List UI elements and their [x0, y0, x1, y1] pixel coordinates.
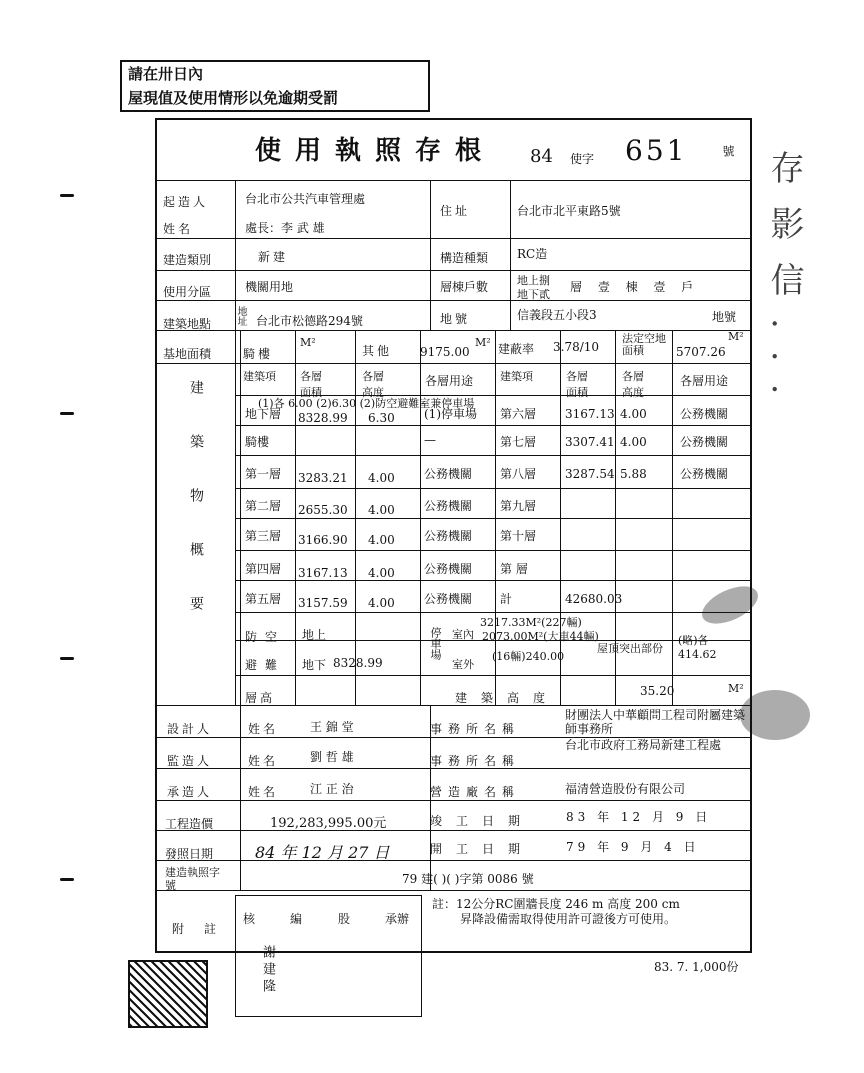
- other-unit: M²: [475, 336, 491, 349]
- zone-label: 使用分區: [163, 285, 212, 299]
- arcade-label: 騎樓: [243, 347, 274, 361]
- permit-suffix: 號: [721, 145, 735, 157]
- grid-line: [295, 330, 296, 705]
- shelter-below-area: 8328.99: [333, 656, 383, 670]
- floor-use: (1)停車場: [424, 407, 477, 421]
- name-label: 姓名: [163, 222, 194, 236]
- floor-height: 6.30: [368, 411, 395, 425]
- approval-col-3: 股: [338, 912, 351, 926]
- address-label: 住址: [440, 204, 471, 218]
- document-title: 使用執照存根: [255, 136, 496, 166]
- shelter-below: 地下: [302, 658, 327, 672]
- col-use-left: 各層用途: [425, 374, 474, 388]
- grid-line: [420, 330, 421, 705]
- floor-area: 42680.03: [565, 592, 623, 606]
- legal-space-value: 5707.26: [676, 345, 726, 359]
- floor-label: 第二層: [245, 499, 282, 513]
- arcade-unit: M²: [300, 336, 316, 349]
- floor-use: 公務機關: [424, 499, 473, 513]
- notice-line-2: 屋現值及使用情形以免逾期受罰: [128, 89, 339, 107]
- permit-no-label: 建造執照字號: [165, 866, 220, 892]
- supervisor-name: 劉 哲 雄: [310, 750, 354, 764]
- floor-label: 第九層: [500, 499, 537, 513]
- col-area-right: 各層面積: [566, 370, 588, 399]
- location-value: 台北市松德路294號: [256, 314, 363, 328]
- floor-label: 計: [500, 592, 513, 606]
- bldg-height-value: 35.20: [640, 684, 675, 698]
- col-height-left: 各層高度: [362, 370, 384, 399]
- floors-above: 地上捌: [517, 274, 550, 287]
- floor-label: 第四層: [245, 562, 282, 576]
- lot-label: 地號: [440, 312, 471, 326]
- floor-use: 公務機關: [424, 529, 473, 543]
- grid-line: [157, 270, 750, 271]
- floor-area: 3307.41: [565, 435, 615, 449]
- floor-height: 4.00: [620, 435, 647, 449]
- completed-value: 83 年 12 月 9 日: [566, 810, 712, 824]
- contractor-firm: 福清營造股份有限公司: [565, 782, 686, 796]
- floor-label: 第一層: [245, 467, 282, 481]
- legal-space-label: 法定空地面積: [622, 332, 666, 357]
- zone-value: 機關用地: [245, 280, 294, 294]
- ink-smudge: [740, 690, 810, 740]
- grid-line: [157, 890, 750, 891]
- floor-use: 公務機關: [680, 435, 729, 449]
- print-info: 83. 7. 1,000份: [654, 960, 739, 974]
- notes-label: 附註: [172, 922, 237, 936]
- supervisor-office: 台北市政府工務局新建工程處: [565, 738, 722, 752]
- grid-line: [672, 330, 673, 705]
- floor-label: 第 層: [500, 562, 528, 576]
- cost-label: 工程造價: [165, 817, 214, 831]
- legal-space-unit: M²: [728, 330, 744, 343]
- approval-col-1: 核: [243, 912, 256, 926]
- grid-line: [157, 830, 750, 831]
- designer-name-label: 姓名: [248, 722, 279, 736]
- structure-label: 構造種類: [440, 251, 489, 265]
- bldg-height-label: 建築高度: [455, 691, 560, 705]
- other-area: 9175.00: [420, 345, 470, 359]
- floor-use: —: [424, 433, 436, 447]
- structure-value: RC造: [517, 247, 548, 261]
- floor-height: 4.00: [368, 566, 395, 580]
- grid-line: [510, 180, 511, 330]
- grid-line: [157, 330, 750, 331]
- designer-office: 財團法人中華顧問工程司附屬建築師事務所: [565, 708, 746, 736]
- col-use-right: 各層用途: [680, 374, 729, 388]
- applicant-person: 處長：李 武 雄: [245, 221, 325, 235]
- floor-height: 4.00: [368, 503, 395, 517]
- floor-area: 2655.30: [298, 503, 348, 517]
- completed-label: 竣工日期: [430, 814, 535, 828]
- parking-indoor-2: 2073.00M²(大車44輛): [482, 630, 599, 643]
- punch-mark: [60, 657, 74, 660]
- floor-use: 公務機關: [680, 467, 729, 481]
- parking-outdoor-label: 室外: [452, 658, 474, 671]
- parking-indoor-label: 室內: [452, 628, 474, 641]
- grid-line: [235, 180, 236, 705]
- floor-height: 4.00: [368, 471, 395, 485]
- contractor-label: 承造人: [167, 785, 213, 799]
- lot-suffix: 地號: [712, 310, 737, 324]
- floor-note: (1)各 6.00 (2)6.30 (2)防空避難室兼停車場: [258, 397, 475, 410]
- shelter-above: 地上: [302, 628, 327, 642]
- grid-line: [157, 363, 750, 364]
- notes-line-1: 註：12公分RC圍牆長度 246 m 高度 200 cm: [432, 897, 680, 911]
- floor-label: 地下層: [245, 407, 282, 421]
- floor-area: 3167.13: [298, 566, 348, 580]
- parking-outdoor: (16輛)240.00: [492, 650, 565, 663]
- supervisor-name-label: 姓名: [248, 754, 279, 768]
- bldg-height-unit: M²: [728, 682, 744, 695]
- location-label: 建築地點: [163, 317, 212, 331]
- issue-label: 發照日期: [165, 847, 214, 861]
- floor-area: 3283.21: [298, 471, 348, 485]
- floor-use: 公務機關: [424, 562, 473, 576]
- site-area-label: 基地面積: [163, 347, 212, 361]
- layer-height-label: 層高: [245, 691, 276, 705]
- designer-label: 設計人: [167, 722, 213, 736]
- lot-value: 信義段五小段3: [517, 308, 597, 322]
- other-label: 其他: [362, 344, 393, 358]
- punch-mark: [60, 412, 74, 415]
- floor-height: 4.00: [368, 596, 395, 610]
- col-area-left: 各層面積: [300, 370, 322, 399]
- floor-area: 3157.59: [298, 596, 348, 610]
- floor-height: 4.00: [368, 533, 395, 547]
- col-item-left: 建築項: [243, 370, 276, 383]
- parking-indoor: 3217.33M²(227輛): [480, 616, 582, 629]
- permit-number: 651: [625, 134, 688, 167]
- evac-label: 避難: [245, 658, 286, 672]
- address-value: 台北市北平東路5號: [517, 204, 621, 218]
- seal-stamp: [128, 960, 208, 1028]
- permit-year: 84: [530, 146, 553, 167]
- issue-value: 84 年 12 月 27 日: [255, 843, 390, 862]
- start-value: 79 年 9 月 4 日: [566, 840, 700, 854]
- grid-line: [355, 330, 356, 705]
- floor-area: 3167.13: [565, 407, 615, 421]
- contractor-name-label: 姓名: [248, 785, 279, 799]
- grid-line: [430, 180, 431, 330]
- applicant-label: 起造人: [163, 195, 209, 209]
- roof-value: (略)各 414.62: [678, 634, 717, 661]
- coverage-value: 3.78/10: [553, 340, 600, 354]
- start-label: 開工日期: [430, 842, 535, 856]
- permit-no-value: 79 建( )( )字第 0086 號: [402, 872, 534, 886]
- cost-value: 192,283,995.00元: [270, 816, 387, 831]
- floor-label: 第三層: [245, 529, 282, 543]
- floor-use: 公務機關: [680, 407, 729, 421]
- approval-col-4: 承辦: [385, 912, 410, 926]
- notes-line-2: 昇降設備需取得使用許可證後方可使用。: [460, 912, 677, 926]
- floor-label: 第十層: [500, 529, 537, 543]
- grid-line: [157, 800, 750, 801]
- coverage-label: 建蔽率: [498, 342, 535, 356]
- designer-name: 王 錦 堂: [310, 720, 354, 734]
- floor-use: 公務機關: [424, 592, 473, 606]
- floor-use: 公務機關: [424, 467, 473, 481]
- punch-mark: [60, 878, 74, 881]
- grid-line: [157, 860, 750, 861]
- floor-area: 3287.54: [565, 467, 615, 481]
- grid-line: [240, 330, 241, 890]
- grid-line: [157, 300, 750, 301]
- contractor-firm-label: 營造廠名稱: [430, 785, 521, 799]
- building-summary-label: 建築物概要: [188, 380, 204, 650]
- punch-mark: [60, 194, 74, 197]
- notice-stamp: [120, 60, 430, 112]
- col-item-right: 建築項: [500, 370, 533, 383]
- col-height-right: 各層高度: [622, 370, 644, 399]
- shelter-label: 防空: [245, 630, 286, 644]
- approval-names: 謝 建 隆: [260, 945, 275, 993]
- supervisor-office-label: 事務所名稱: [430, 754, 521, 768]
- grid-line: [157, 180, 750, 181]
- floor-height: 5.88: [620, 467, 647, 481]
- floor-label: 第六層: [500, 407, 537, 421]
- notice-line-1: 請在卅日內: [128, 65, 204, 83]
- parking-label: 停車場: [429, 627, 442, 660]
- applicant-value: 台北市公共汽車管理處: [245, 192, 366, 206]
- designer-office-label: 事務所名稱: [430, 722, 521, 736]
- floors-rest: 層 壹 棟 壹 戶: [570, 280, 700, 294]
- build-type-label: 建造類別: [163, 253, 212, 267]
- approval-col-2: 編: [290, 912, 303, 926]
- floor-label: 第五層: [245, 592, 282, 606]
- floors-below: 地下貳: [517, 288, 550, 301]
- permit-char: 使字: [570, 152, 595, 166]
- floor-label: 第八層: [500, 467, 537, 481]
- handwritten-annotation: 存影信...: [764, 150, 804, 417]
- floor-height: 4.00: [620, 407, 647, 421]
- floor-label: 第七層: [500, 435, 537, 449]
- grid-line: [157, 238, 750, 239]
- contractor-name: 江 正 治: [310, 782, 354, 796]
- floor-label: 騎樓: [245, 435, 270, 449]
- location-tag: 地址: [235, 306, 246, 326]
- floor-area: 8328.99: [298, 411, 348, 425]
- floors-label: 層棟戶數: [440, 280, 489, 294]
- supervisor-label: 監造人: [167, 754, 213, 768]
- build-type-value: 新建: [258, 250, 289, 264]
- roof-label: 屋頂突出部份: [597, 642, 663, 655]
- floor-area: 3166.90: [298, 533, 348, 547]
